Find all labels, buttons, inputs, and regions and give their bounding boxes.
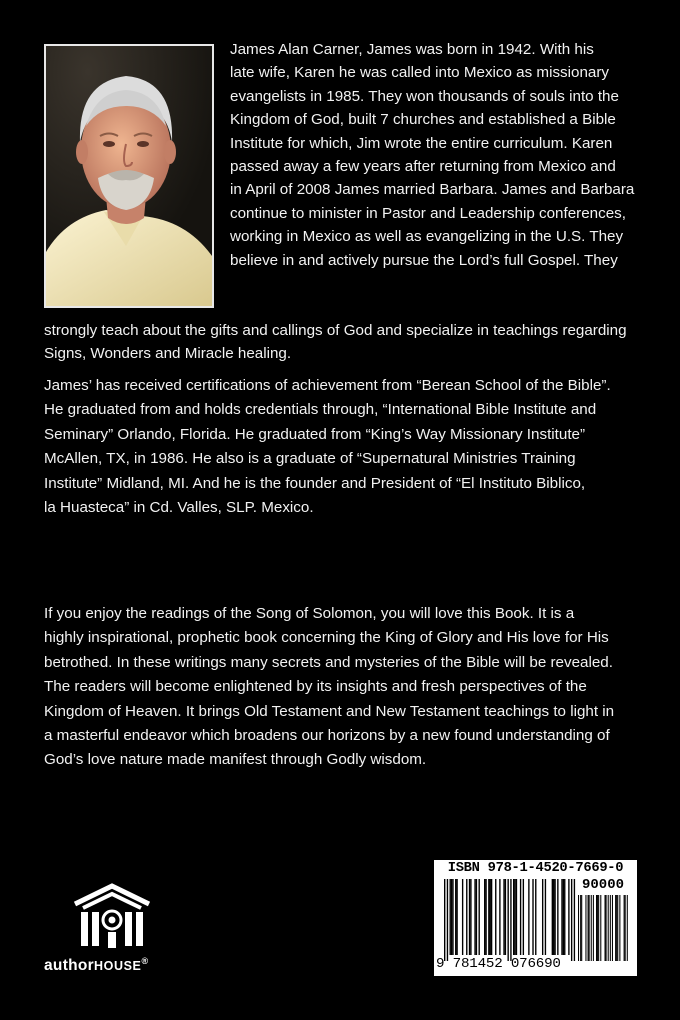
barcode-bar <box>455 879 456 955</box>
author-bio-paragraph <box>230 38 637 272</box>
blurb-line: highly inspirational, prophetic book concerning the King of Glory and His love for His <box>44 629 609 647</box>
barcode-bar <box>469 879 470 955</box>
bio-line: believe in and actively pursue the Lord’s full Gospel. They <box>230 251 618 269</box>
ean-digits: 9 781452 076690 <box>436 956 561 972</box>
author-bio-continuation <box>44 319 637 366</box>
barcode-bar <box>568 879 569 955</box>
author-portrait-photo <box>46 46 212 306</box>
publisher-name-upper: HOUSE <box>94 959 142 974</box>
barcode-bar <box>528 879 529 955</box>
credentials-line: Seminary” Orlando, Florida. He graduated from “King’s Way Missionary Institute” <box>44 425 586 443</box>
barcode-bar <box>503 879 504 955</box>
barcode-addon-bar <box>608 895 609 961</box>
barcode-addon-bar <box>598 895 599 961</box>
barcode-bar <box>474 879 475 955</box>
publisher-name <box>44 956 148 975</box>
blurb-line: betrothed. In these writings many secrets and mysteries of the Bible will be revealed. <box>44 653 613 671</box>
isbn-label: ISBN 978-1-4520-7669-0 <box>447 861 624 876</box>
bio-line: working in Mexico as well as evangelizing in the U.S. They <box>230 228 624 246</box>
barcode-bar <box>554 879 555 955</box>
barcode-bar <box>523 879 524 955</box>
barcode-bar <box>561 879 562 955</box>
barcode-addon-bar <box>615 895 616 961</box>
publisher-logo <box>44 880 194 980</box>
blurb-line: If you enjoy the readings of the Song of Solomon, you will love this Book. It is a <box>44 605 575 622</box>
barcode-addon-bar <box>619 895 620 961</box>
credentials-line: Institute” Midland, MI. And he is the founder and President of “El Instituto Biblico, <box>44 474 586 492</box>
barcode-bar <box>520 879 521 955</box>
bio-line: passed away a few years after returning from Mexico and <box>230 158 616 176</box>
blurb-line: The readers will become enlightened by its insights and fresh perspectives of the <box>44 678 587 696</box>
barcode-addon-bar <box>589 895 590 961</box>
barcode-guard-bar <box>447 879 448 961</box>
barcode-addon-bar <box>616 895 617 961</box>
blurb-line: Kingdom of Heaven. It brings Old Testament and New Testament teachings to light in <box>44 702 615 720</box>
barcode-bar <box>514 879 515 955</box>
bio-line: Kingdom of God, built 7 churches and established a Bible <box>230 111 616 129</box>
credentials-line: McAllen, TX, in 1986. He also is a graduate of “Supernatural Ministries Training <box>44 450 576 468</box>
barcode-bar <box>490 879 491 955</box>
bio-line: continue to minister in Pastor and Leadership conferences, <box>230 204 626 222</box>
blurb-line: a masterful endeavor which broadens our horizons by a new found understanding of <box>44 727 610 745</box>
barcode-bar <box>495 879 496 955</box>
barcode-bar <box>545 879 546 955</box>
barcode-addon-bar <box>596 895 597 961</box>
barcode-guard-bar <box>510 879 511 961</box>
blurb-line: God’s love nature made manifest through Godly wisdom. <box>44 751 427 769</box>
barcode-bar <box>476 879 477 955</box>
barcode-bar <box>456 879 457 955</box>
barcode-addon-bar <box>606 895 607 961</box>
bio-line: evangelists in 1985. They won thousands of souls into the <box>230 87 619 105</box>
barcode-addon-bar <box>588 895 589 961</box>
bio-line: Institute for which, Jim wrote the entire curriculum. Karen <box>230 134 613 152</box>
barcode-addon-bar <box>612 895 613 961</box>
barcode-bar <box>557 879 558 955</box>
barcode-addon-bar <box>610 895 611 961</box>
registered-mark: ® <box>141 956 149 966</box>
credentials-line: James’ has received certifications of achievement from “Berean School of the Bible”. <box>44 377 611 394</box>
credentials-paragraph <box>44 374 637 520</box>
barcode-bar <box>466 879 467 955</box>
barcode-addon-bar <box>578 895 579 961</box>
barcode-bar <box>484 879 485 955</box>
bio-line: Signs, Wonders and Miracle healing. <box>44 345 292 363</box>
barcode-bar <box>485 879 486 955</box>
bio-line: strongly teach about the gifts and callings of God and specialize in teachings regarding <box>44 322 627 339</box>
barcode-addon-bar <box>624 895 625 961</box>
barcode-bar <box>479 879 480 955</box>
barcode-addon-bar <box>605 895 606 961</box>
barcode-bar <box>488 879 489 955</box>
barcode-bar <box>535 879 536 955</box>
barcode-bar <box>470 879 471 955</box>
barcode-bar <box>451 879 452 955</box>
barcode-bar <box>542 879 543 955</box>
barcode-bar <box>491 879 492 955</box>
barcode-addon-bar <box>593 895 594 961</box>
barcode-bar <box>552 879 553 955</box>
bio-line: late wife, Karen he was called into Mexico as missionary <box>230 64 610 82</box>
barcode-bar <box>505 879 506 955</box>
barcode-bar <box>553 879 554 955</box>
barcode-addon-bar <box>625 895 626 961</box>
price-code: 90000 <box>581 877 624 893</box>
bio-line: in April of 2008 James married Barbara. James and Barbara <box>230 181 635 199</box>
authorhouse-logo-icon <box>67 880 157 952</box>
barcode-bar <box>564 879 565 955</box>
barcode-addon-bar <box>581 895 582 961</box>
barcode-guard-bar <box>507 879 508 961</box>
barcode-addon-bar <box>580 895 581 961</box>
bio-line: James Alan Carner, James was born in 1942. With his <box>230 41 594 58</box>
credentials-line: He graduated from and holds credentials through, “International Bible Institute and <box>44 401 597 419</box>
isbn-barcode <box>434 860 637 976</box>
barcode-guard-bar <box>444 879 445 961</box>
barcode-addon-bar <box>597 895 598 961</box>
credentials-line: la Huasteca” in Cd. Valles, SLP. Mexico. <box>44 499 314 517</box>
barcode-bar <box>450 879 451 955</box>
barcode-bar <box>499 879 500 955</box>
book-blurb-paragraph <box>44 602 637 773</box>
barcode-addon-bar <box>591 895 592 961</box>
barcode-bar <box>452 879 453 955</box>
barcode-bar <box>516 879 517 955</box>
barcode-addon-bar <box>600 895 601 961</box>
author-photo <box>44 44 214 308</box>
barcode-bar <box>532 879 533 955</box>
publisher-name-lower: author <box>44 957 95 975</box>
barcode-bar <box>563 879 564 955</box>
barcode-addon-bar <box>627 895 628 961</box>
barcode-addon-bar <box>585 895 586 961</box>
barcode-bar <box>462 879 463 955</box>
barcode-bar <box>513 879 514 955</box>
barcode-addon-bar <box>617 895 618 961</box>
